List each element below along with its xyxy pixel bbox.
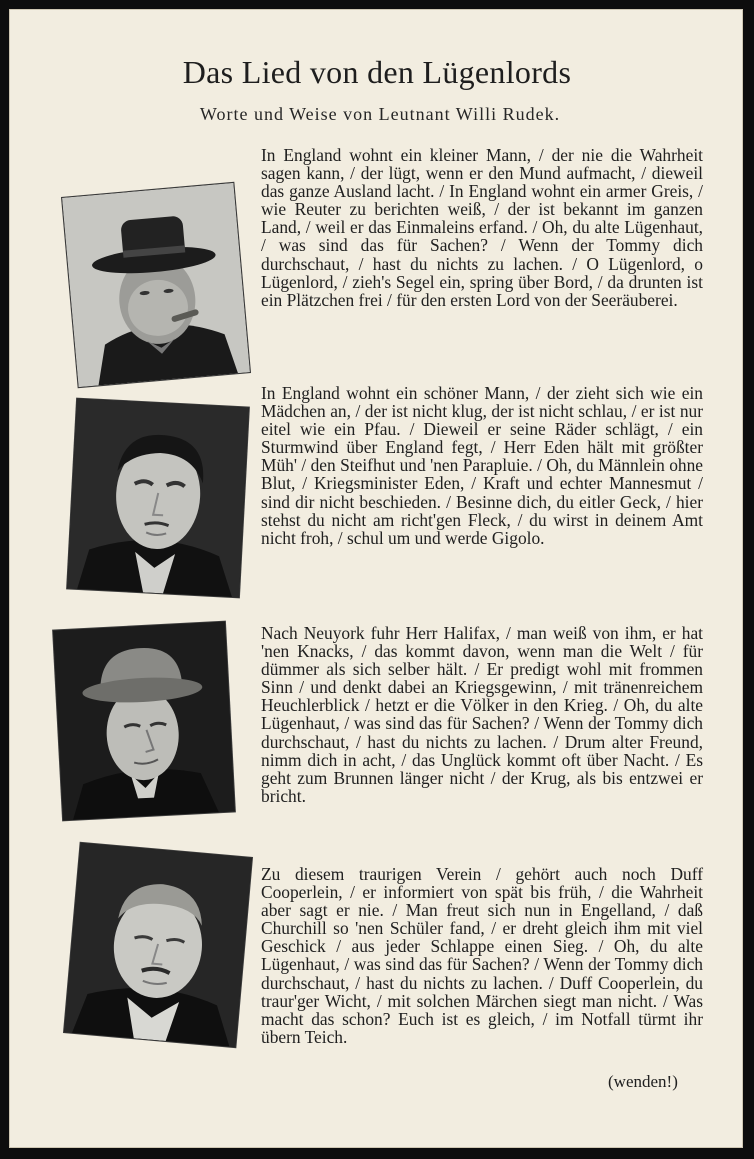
turn-page-note: (wenden!) <box>608 1072 678 1091</box>
portrait-photo-2 <box>67 399 249 598</box>
portrait-eden <box>67 399 249 598</box>
song-stanza-3: Nach Neuyork fuhr Herr Halifax, / man weiß von ihm, er hat 'nen Knacks, / das kommt davon, wenn man die Welt / für dümmer als sich selber hält. / Er predigt wohl mit frommen Sinn / und denkt dabei an Kriegsgewinn, / mit tränenreichem Heuchlerblick / hetzt er die Völker in den Krieg. / Oh, du alte Lügenhaut, / was sind das für Sachen? / Wenn der Tommy dich durchschaut, / hast du nichts zu lachen. / Drum alter Freund, nimm dich in acht, / das Unglück kommt oft über Nacht. / Es geht zum Brunnen länger nicht / der Krug, als bis entzwei er bricht. <box>261 623 703 806</box>
page-subtitle: Worte und Weise von Leutnant Willi Rudek. <box>199 104 561 124</box>
portrait-photo-1 <box>62 183 250 387</box>
song-stanza-4: Zu diesem traurigen Verein / gehört auch noch Duff Cooperlein, / er informiert von spät bis früh, / die Wahrheit aber sagt er nie. / Man freut sich nun in Engelland, / daß Churchill so 'nen Schüler fand, / er dreht gleich ihm mit viel Geschick / aus jeder Schlappe einen Sieg. / Oh, du alte Lügenhaut, / was sind das für Sachen? / Wenn der Tommy dich durchschaut, / hast du nichts zu lachen. / Duff Cooperlein, du traur'ger Wicht, / mit solchen Märchen siegt man nicht. / Was macht das schon? Euch ist es gleich, / im Notfall türmt ihr übern Teich. <box>261 864 703 1047</box>
portrait-hat-cigar <box>62 183 250 387</box>
song-stanza-1: In England wohnt ein kleiner Mann, / der nie die Wahrheit sagen kann, / der lügt, wenn er den Mund aufmacht, / dieweil das ganze Ausland lacht. / In England wohnt ein armer Greis, / wie Reuter zu berichten weiß, / der ist bekannt im ganzen Land, / weil er das Einmaleins erfand. / Oh, du alte Lügenhaut, / was sind das für Sachen? / Wenn der Tommy dich durchschaut, / hast du nichts zu lachen. / O Lügenlord, o Lügenlord, / zieh's Segel ein, spring über Bord, / da drunten ist ein Plätzchen frei / für den ersten Lord von der Seeräuberei. <box>261 145 703 310</box>
page-title: Das Lied von den Lügenlords <box>182 54 572 90</box>
song-sheet <box>9 9 743 1148</box>
song-stanza-2: In England wohnt ein schöner Mann, / der zieht sich wie ein Mädchen an, / der ist nicht klug, der ist nicht schlau, / er ist nur eitel wie ein Pfau. / Dieweil er seine Räder schlägt, / ein Sturmwind über England fegt, / Herr Eden hält mit größter Müh' / den Steifhut und 'nen Parapluie. / Oh, du Männlein ohne Blut, / Kriegsminister Eden, / Kraft und echter Mannesmut / sind dir nicht beschieden. / Besinne dich, du eitler Geck, / hier stehst du nicht am richt'gen Fleck, / du wirst in deinem Amt nicht froh, / schul um und werde Gigolo. <box>261 383 703 548</box>
portrait-halifax <box>53 622 235 821</box>
portrait-photo-3 <box>53 622 235 821</box>
portrait-duff-cooper <box>64 843 252 1047</box>
portrait-photo-4 <box>64 843 252 1047</box>
